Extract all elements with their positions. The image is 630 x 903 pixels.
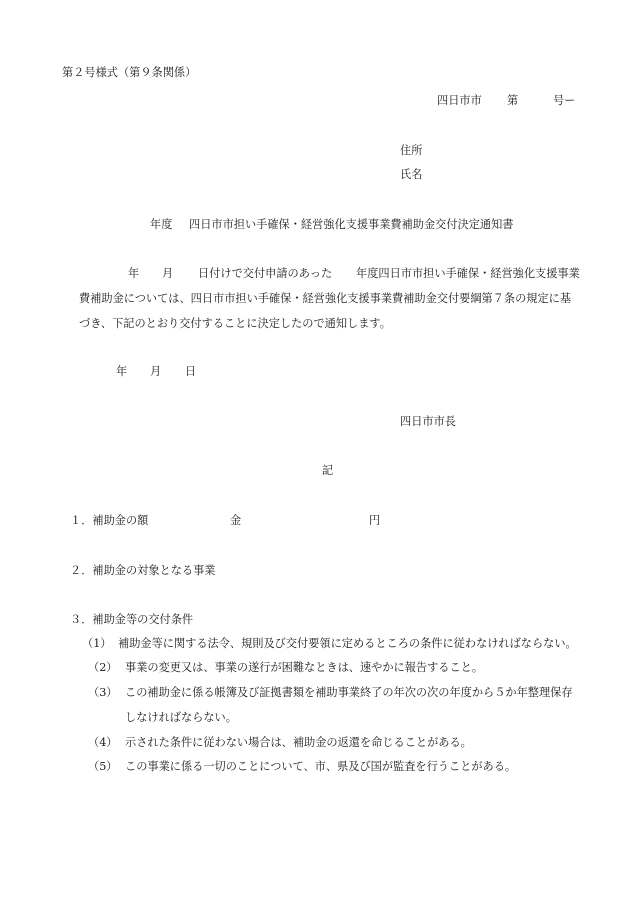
form-number: 第２号様式（第９条関係） [62, 66, 197, 79]
amount-kin: 金 [230, 514, 242, 527]
title-nendo: 年度 [150, 218, 173, 231]
body-nen: 年 [128, 267, 140, 280]
condition-num: （1） [82, 637, 112, 650]
issuer-name: 四日市市長 [400, 415, 456, 428]
body-line-2: 費補助金については、四日市市担い手確保・経営強化支援事業費補助金交付要綱第７条の規定に基 [79, 292, 572, 305]
condition-text: 補助金等に関する法令、規則及び交付要領に定めるところの条件に従わなければならない。 [118, 637, 577, 650]
condition-text: この事業に係る一切のことについて、市、県及び国が監査を行うことがある。 [125, 760, 517, 773]
item-conditions-label: ３．補助金等の交付条件 [70, 613, 194, 626]
date-tsuki: 月 [150, 365, 162, 378]
amount-label: １．補助金の額 [70, 514, 149, 527]
address-label: 住所 [400, 144, 423, 157]
body-tsuki: 月 [162, 267, 174, 280]
ki-heading: 記 [322, 464, 334, 477]
body-line-3: づき、下記のとおり交付することに決定したので通知します。 [79, 317, 391, 330]
date-nen: 年 [116, 365, 128, 378]
condition-text-continued: しなければならない。 [125, 711, 237, 724]
doc-number-city: 四日市市 [437, 94, 482, 107]
body-hi-text: 日付けで交付申請のあった [198, 267, 333, 280]
doc-number-go: 号ー [553, 94, 576, 107]
condition-num: （2） [88, 661, 118, 674]
condition-num: （3） [88, 686, 118, 699]
item-target-label: ２．補助金の対象となる事業 [70, 564, 216, 577]
condition-text: この補助金に係る帳簿及び証拠書類を補助事業終了の年次の次の年度から５か年整理保存 [125, 686, 573, 699]
condition-num: （4） [88, 736, 118, 749]
doc-number-dai: 第 [507, 94, 519, 107]
name-label: 氏名 [400, 168, 423, 181]
condition-text: 事業の変更又は、事業の遂行が困難なときは、速やかに報告すること。 [125, 661, 484, 674]
body-nendo-text: 年度四日市市担い手確保・経営強化支援事業 [356, 267, 580, 280]
amount-en: 円 [369, 514, 381, 527]
title-text: 四日市市担い手確保・経営強化支援事業費補助金交付決定通知書 [189, 218, 514, 231]
condition-text: 示された条件に従わない場合は、補助金の返還を命じることがある。 [125, 736, 472, 749]
condition-num: （5） [88, 760, 118, 773]
date-hi: 日 [185, 365, 197, 378]
